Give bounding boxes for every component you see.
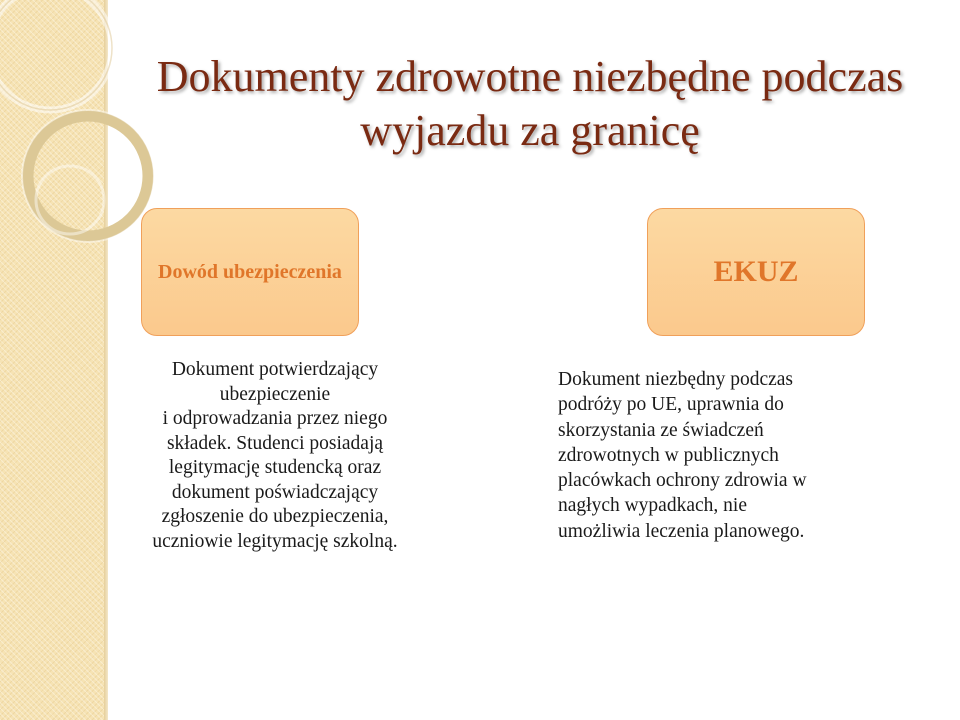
insurance-proof-box — [141, 208, 359, 336]
insurance-proof-label: Dowód ubezpieczenia — [158, 260, 342, 283]
insurance-proof-description: Dokument potwierdzający ubezpieczenie i odprowadzania przez niego składek. Studenci posiadają legitymację studencką oraz dokument poświadczający zgłoszenie do ubezpieczenia, uczniowie legitymację szkolną. — [152, 359, 398, 552]
ekuz-box — [647, 208, 865, 336]
slide-title: Dokumenty zdrowotne niezbędne podczas wyjazdu za granicę — [156, 52, 904, 155]
ekuz-label: EKUZ — [713, 255, 799, 288]
ekuz-description: Dokument niezbędny podczas podróży po UE, uprawnia do skorzystania ze świadczeń zdrowotnych w publicznych placówkach ochrony zdrowia w nagłych wypadkach, nie umożliwia leczenia planowego. — [558, 369, 807, 542]
